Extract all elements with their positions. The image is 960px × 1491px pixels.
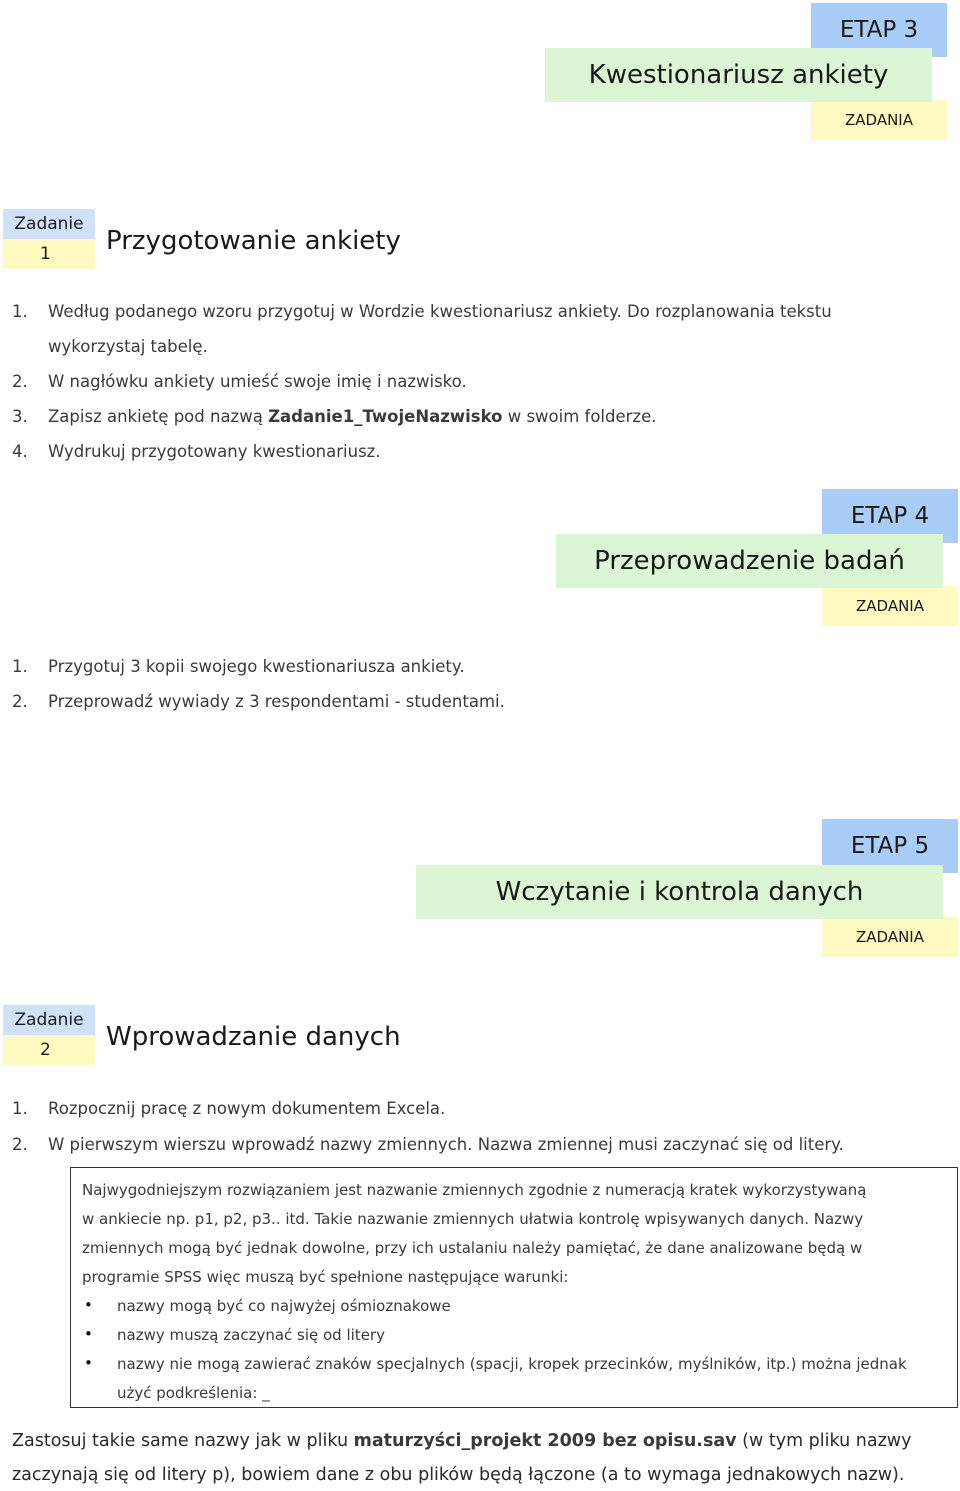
note-line-1: Najwygodniejszym rozwiązaniem jest nazwanie zmiennych zgodnie z numeracją kratek wykorzystywaną <box>82 1181 867 1199</box>
etap5-title: Wczytanie i kontrola danych <box>416 865 943 919</box>
etap4-title: Przeprowadzenie badań <box>556 534 943 588</box>
note-bullet-3-cont: użyć podkreślenia: _ <box>117 1384 270 1402</box>
etap3-number: ETAP 3 <box>811 3 947 57</box>
bullet-icon: • <box>84 1325 93 1343</box>
bullet-icon: • <box>84 1354 93 1372</box>
task2-title: Wprowadzanie danych <box>106 1022 401 1052</box>
task1-title: Przygotowanie ankiety <box>106 226 401 256</box>
etap3-title: Kwestionariusz ankiety <box>545 48 932 102</box>
bullet-icon: • <box>84 1296 93 1314</box>
etap3-zadania: ZADANIA <box>811 100 947 140</box>
note-bullet-2: nazwy muszą zaczynać się od litery <box>117 1326 385 1344</box>
task2-item-2: 2. W pierwszym wierszu wprowadź nazwy zmiennych. Nazwa zmiennej musi zaczynać się od litery. <box>12 1135 844 1154</box>
etap4-number: ETAP 4 <box>822 489 958 543</box>
etap5-number: ETAP 5 <box>822 819 958 873</box>
task1-item-1: 1. Według podanego wzoru przygotuj w Wordzie kwestionariusz ankiety. Do rozplanowania tekstu <box>12 302 832 321</box>
etap4-item-1: 1. Przygotuj 3 kopii swojego kwestionariusza ankiety. <box>12 657 465 676</box>
etap5-zadania: ZADANIA <box>822 917 958 957</box>
task1-badge-top: Zadanie <box>3 209 95 239</box>
task2-badge-top: Zadanie <box>3 1005 95 1035</box>
note-line-3: zmiennych mogą być jednak dowolne, przy ich ustalaniu należy pamiętać, że dane analizowane będą w <box>82 1239 863 1257</box>
note-line-2: w ankiecie np. p1, p2, p3.. itd. Takie nazwanie zmiennych ułatwia kontrolę wpisywanych danych. Nazwy <box>82 1210 864 1228</box>
task1-item-2: 2. W nagłówku ankiety umieść swoje imię i nazwisko. <box>12 372 467 391</box>
task2-badge-bottom: 2 <box>3 1035 95 1065</box>
task1-item-4: 4. Wydrukuj przygotowany kwestionariusz. <box>12 442 381 461</box>
etap4-zadania: ZADANIA <box>822 586 958 626</box>
note-bullet-1: nazwy mogą być co najwyżej ośmioznakowe <box>117 1297 451 1315</box>
note-bullet-3: nazwy nie mogą zawierać znaków specjalnych (spacji, kropek przecinków, myślników, itp.) można jednak <box>117 1355 907 1373</box>
task2-item-1: 1. Rozpocznij pracę z nowym dokumentem Excela. <box>12 1099 446 1118</box>
note-line-4: programie SPSS więc muszą być spełnione następujące warunki: <box>82 1268 569 1286</box>
filename-bold: Zadanie1_TwojeNazwisko <box>268 407 503 426</box>
task1-item-3: 3. Zapisz ankietę pod nazwą Zadanie1_TwojeNazwisko w swoim folderze. <box>12 407 657 426</box>
final-line-1: Zastosuj takie same nazwy jak w pliku maturzyści_projekt 2009 bez opisu.sav (w tym pliku nazwy <box>12 1431 912 1451</box>
final-line-2: zaczynają się od litery p), bowiem dane z obu plików będą łączone (a to wymaga jednakowych nazw). <box>12 1465 905 1485</box>
final-filename-bold: maturzyści_projekt 2009 bez opisu.sav <box>353 1431 737 1451</box>
task1-badge-bottom: 1 <box>3 239 95 269</box>
etap4-item-2: 2. Przeprowadź wywiady z 3 respondentami - studentami. <box>12 692 505 711</box>
task1-item-1-cont: wykorzystaj tabelę. <box>48 337 208 356</box>
